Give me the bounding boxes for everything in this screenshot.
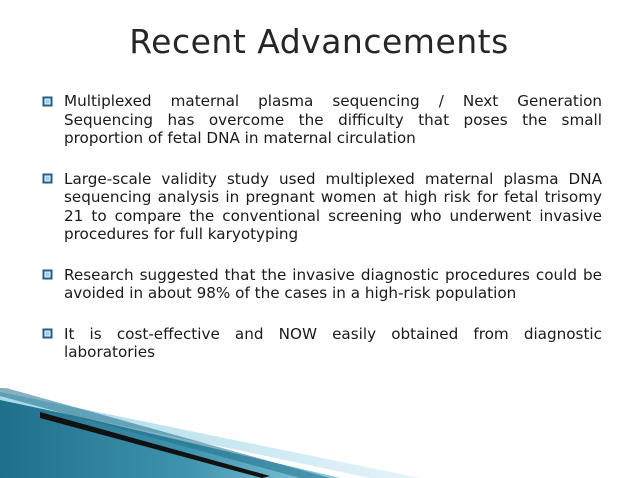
hollow-square-bullet-icon [42,266,64,284]
hollow-square-bullet-icon [42,325,64,343]
bullet-text: Large-scale validity study used multiplexed maternal plasma DNA sequencing analysis in pregnant women at high risk for fetal trisomy 21 to compare the conventional screening who underwent invasive procedures for full karyotyping [64,169,602,243]
slide-title: Recent Advancements [129,22,509,61]
bullet-list [42,92,602,362]
bullet-text: It is cost-effective and NOW easily obtained from diagnostic laboratories [64,324,602,361]
bullet-item [42,266,602,303]
bullet-text: Research suggested that the invasive diagnostic procedures could be avoided in about 98% of the cases in a high-risk population [64,265,602,302]
decorative-wedge-graphic [0,388,420,478]
hollow-square-bullet-icon [42,170,64,188]
bullet-item [42,170,602,244]
bullet-text: Multiplexed maternal plasma sequencing / Next Generation Sequencing has overcome the difficulty that poses the small proportion of fetal DNA in maternal circulation [64,92,602,147]
bullet-item [42,325,602,362]
bullet-item [42,92,602,148]
hollow-square-bullet-icon [42,92,64,110]
